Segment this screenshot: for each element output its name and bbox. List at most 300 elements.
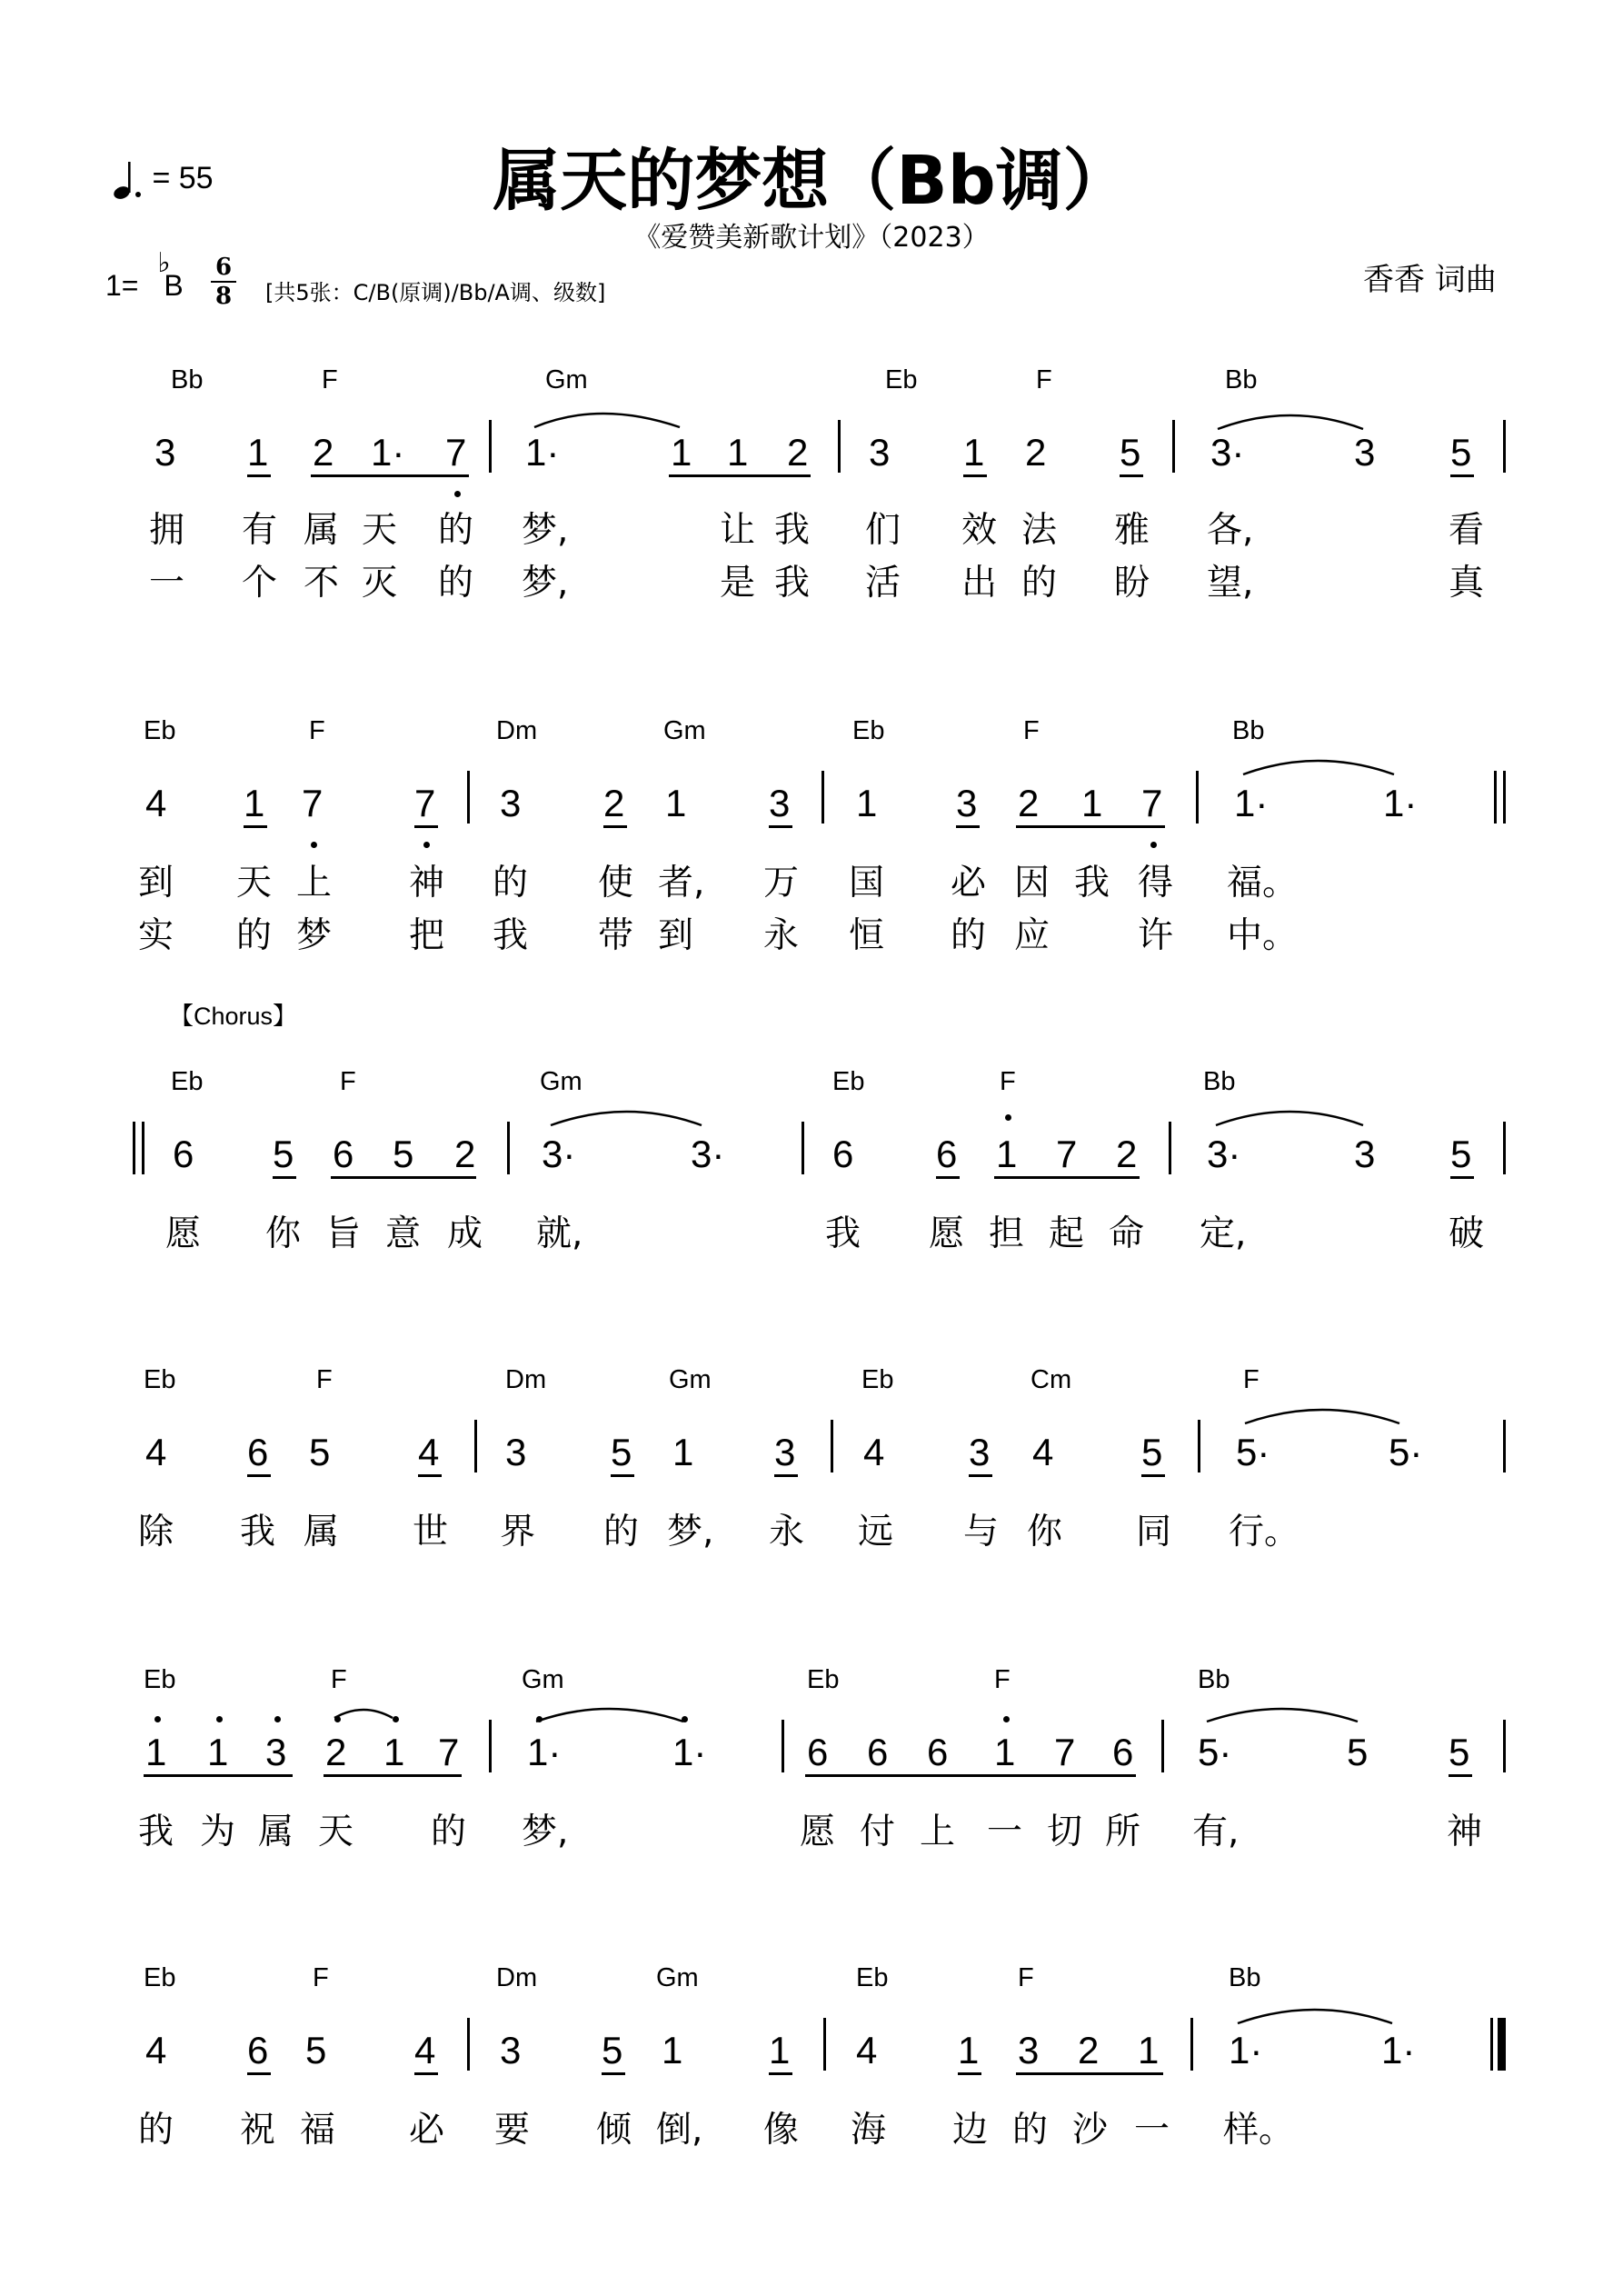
end-barline-thick xyxy=(1498,2018,1506,2071)
chord-symbol: Cm xyxy=(1031,1365,1072,1394)
lyric-char: 我 xyxy=(774,563,811,604)
lyric-char: 出 xyxy=(961,563,998,604)
lyric-char: 命 xyxy=(1109,1213,1145,1254)
lyric-char: 我 xyxy=(240,1512,276,1552)
note-number: 6 xyxy=(247,1431,269,1473)
lyric-char: 法 xyxy=(1021,510,1058,551)
lyric-char: 中。 xyxy=(1227,915,1299,956)
note-number: 7 xyxy=(445,431,467,474)
note-number: 6 xyxy=(173,1133,194,1175)
beam xyxy=(244,825,267,828)
note-number: 3 xyxy=(774,1431,796,1473)
song-title: 属天的梦想（Bb调） xyxy=(493,142,1130,220)
time-signature-bottom: 8 xyxy=(214,283,233,310)
note-number: 2 xyxy=(325,1731,347,1773)
lyric-char: 使 xyxy=(598,863,634,903)
lyric-char: 的 xyxy=(951,915,987,956)
lyric-char: 许 xyxy=(1138,915,1174,956)
lyric-char: 到 xyxy=(138,863,174,903)
lyric-char: 天 xyxy=(362,510,398,551)
beam xyxy=(1141,1474,1165,1477)
barline xyxy=(1196,771,1199,824)
barline xyxy=(489,420,492,473)
lyric-char: 要 xyxy=(494,2110,531,2151)
beam xyxy=(969,1474,992,1477)
lyric-char: 一 xyxy=(1134,2110,1170,2151)
note-number: 6 xyxy=(247,2029,269,2071)
note-number: 7 xyxy=(1054,1731,1076,1773)
note-number: 5 xyxy=(273,1133,294,1175)
note-number: 3 xyxy=(869,431,891,474)
lyric-char: 所 xyxy=(1105,1812,1141,1852)
lyric-char: 的 xyxy=(431,1812,467,1852)
note-number: 1· xyxy=(1381,2029,1416,2071)
lyric-char: 上 xyxy=(920,1812,956,1852)
note-number: 7 xyxy=(414,782,436,824)
note-number: 3· xyxy=(1210,431,1245,474)
beam xyxy=(769,825,792,828)
chord-symbol: F xyxy=(1000,1067,1016,1096)
note-number: 3 xyxy=(1354,1133,1376,1175)
barline xyxy=(802,1122,804,1174)
lyric-char: 各, xyxy=(1207,510,1254,551)
lyric-char: 的 xyxy=(493,863,529,903)
barline xyxy=(1503,1420,1506,1472)
note-number: 4 xyxy=(1032,1431,1054,1473)
lyric-char: 把 xyxy=(409,915,445,956)
note-number: 3 xyxy=(1354,431,1376,474)
note-number: 2 xyxy=(603,782,625,824)
note-number: 3 xyxy=(956,782,978,824)
song-subtitle: 《爱赞美新歌计划》（2023） xyxy=(633,222,990,254)
note-number: 1 xyxy=(672,1431,694,1473)
lyric-char: 梦, xyxy=(522,1812,569,1852)
high-octave-dot xyxy=(274,1716,281,1722)
chord-symbol: F xyxy=(316,1365,333,1394)
note-number: 2 xyxy=(1018,782,1040,824)
note-number: 5 xyxy=(1450,431,1472,474)
lyric-char: 梦, xyxy=(522,563,569,604)
high-octave-dot xyxy=(682,1716,688,1722)
barline xyxy=(467,771,470,824)
lyric-char: 起 xyxy=(1049,1213,1085,1254)
lyric-char: 到 xyxy=(658,915,694,956)
lyric-char: 活 xyxy=(865,563,901,604)
lyric-char: 愿 xyxy=(800,1812,836,1852)
chord-symbol: Gm xyxy=(656,1963,699,1992)
lyric-char: 的 xyxy=(138,2110,174,2151)
note-number: 2 xyxy=(313,431,334,474)
high-octave-dot xyxy=(536,1716,543,1722)
chord-symbol: Bb xyxy=(1203,1067,1236,1096)
lyric-char: 一 xyxy=(987,1812,1023,1852)
tie-8 xyxy=(536,1709,683,1722)
final-barline-thin xyxy=(1494,771,1497,824)
note-number: 1 xyxy=(671,431,692,474)
lyric-char: 永 xyxy=(769,1512,805,1552)
lyric-char: 倒, xyxy=(656,2110,703,2151)
high-octave-dot xyxy=(1003,1716,1010,1722)
note-number: 7 xyxy=(1056,1133,1078,1175)
beam xyxy=(936,1176,960,1179)
note-number: 6 xyxy=(333,1133,354,1175)
lyric-char: 得 xyxy=(1138,863,1174,903)
lyric-char: 你 xyxy=(265,1213,302,1254)
note-number: 1 xyxy=(383,1731,405,1773)
chord-symbol: Bb xyxy=(1232,716,1265,745)
lyric-char: 个 xyxy=(242,563,278,604)
lyric-char: 恒 xyxy=(849,915,885,956)
lyric-char: 拥 xyxy=(149,510,185,551)
lyric-char: 倾 xyxy=(596,2110,632,2151)
barline xyxy=(1161,1720,1164,1772)
barline xyxy=(489,1720,492,1772)
high-octave-dot xyxy=(1005,1114,1011,1121)
final-barline-thin xyxy=(1503,771,1506,824)
note-number: 1· xyxy=(1234,782,1269,824)
beam xyxy=(1016,825,1165,828)
note-number: 4 xyxy=(414,2029,436,2071)
lyric-char: 福。 xyxy=(1227,863,1299,903)
barline xyxy=(1503,1122,1506,1174)
chord-symbol: Bb xyxy=(1225,365,1258,394)
lyric-char: 者, xyxy=(658,863,705,903)
lyric-char: 切 xyxy=(1047,1812,1083,1852)
lyric-char: 边 xyxy=(952,2110,989,2151)
beam xyxy=(774,1474,798,1477)
note-number: 1 xyxy=(856,782,878,824)
time-signature-top: 6 xyxy=(214,254,233,281)
lyric-char: 除 xyxy=(138,1512,174,1552)
note-number: 1· xyxy=(1383,782,1418,824)
lyric-char: 我 xyxy=(138,1812,174,1852)
note-number: 1 xyxy=(1081,782,1103,824)
note-number: 3 xyxy=(769,782,791,824)
lyric-char: 破 xyxy=(1449,1213,1485,1254)
note-number: 1· xyxy=(371,431,405,474)
note-number: 1 xyxy=(145,1731,167,1773)
chord-symbol: F xyxy=(1243,1365,1260,1394)
beam xyxy=(805,1774,1136,1777)
lyric-char: 意 xyxy=(385,1213,422,1254)
note-number: 4 xyxy=(145,2029,167,2071)
lyric-char: 祝 xyxy=(240,2110,276,2151)
lyric-char: 盼 xyxy=(1114,563,1150,604)
beam xyxy=(963,474,987,477)
barline xyxy=(474,1420,477,1472)
note-number: 5 xyxy=(1450,1133,1472,1175)
note-number: 5 xyxy=(305,2029,327,2071)
note-number: 1 xyxy=(244,782,265,824)
note-number: 3 xyxy=(154,431,176,474)
chord-symbol: Dm xyxy=(505,1365,547,1394)
high-octave-dot xyxy=(216,1716,223,1722)
slur-ties xyxy=(334,414,1399,2023)
chord-symbol: F xyxy=(1023,716,1040,745)
note-number: 5 xyxy=(602,2029,623,2071)
chord-symbol: Dm xyxy=(496,1963,538,1992)
note-number: 3 xyxy=(500,782,522,824)
note-number: 2 xyxy=(454,1133,476,1175)
note-number: 1 xyxy=(963,431,985,474)
note-number: 5 xyxy=(611,1431,632,1473)
note-number: 4 xyxy=(145,1431,167,1473)
lyric-char: 必 xyxy=(951,863,987,903)
chord-symbol: Bb xyxy=(1198,1665,1230,1694)
lyric-char: 为 xyxy=(200,1812,236,1852)
note-number: 5· xyxy=(1236,1431,1270,1473)
chord-symbol: Eb xyxy=(144,1365,176,1394)
lyric-char: 属 xyxy=(304,1512,340,1552)
lyric-char: 效 xyxy=(961,510,998,551)
chord-symbol: F xyxy=(1018,1963,1034,1992)
tie-1 xyxy=(534,414,680,427)
note-number: 3 xyxy=(500,2029,522,2071)
beam xyxy=(414,825,438,828)
lyric-char: 梦 xyxy=(296,915,333,956)
barline xyxy=(821,771,824,824)
note-number: 5 xyxy=(1141,1431,1163,1473)
note-number: 3 xyxy=(265,1731,287,1773)
lyric-char: 一 xyxy=(149,563,185,604)
note-number: 7 xyxy=(1141,782,1163,824)
note-number: 1 xyxy=(665,782,687,824)
lyric-char: 愿 xyxy=(929,1213,965,1254)
sheet-info: [共5张：C/B(原调)/Bb/A调、级数] xyxy=(265,280,606,305)
note-number: 6 xyxy=(1112,1731,1134,1773)
note-number: 3 xyxy=(1018,2029,1040,2071)
beam xyxy=(247,1474,271,1477)
chord-symbol: Bb xyxy=(1229,1963,1261,1992)
lyric-char: 沙 xyxy=(1072,2110,1109,2151)
note-number: 1· xyxy=(525,431,560,474)
lyric-char: 同 xyxy=(1136,1512,1172,1552)
chord-symbol: Gm xyxy=(522,1665,564,1694)
note-number: 2 xyxy=(787,431,809,474)
beam xyxy=(414,2072,438,2075)
repeat-barline-thin xyxy=(142,1122,144,1174)
note-number: 1· xyxy=(1229,2029,1263,2071)
lyric-char: 我 xyxy=(825,1213,861,1254)
note-number: 1 xyxy=(996,1133,1018,1175)
chord-symbol: F xyxy=(331,1665,347,1694)
note-number: 5 xyxy=(309,1431,331,1473)
chord-symbol: Gm xyxy=(663,716,706,745)
low-octave-dot xyxy=(1150,842,1157,848)
lyric-char: 看 xyxy=(1449,510,1485,551)
note-number: 1· xyxy=(672,1731,707,1773)
note-number: 1 xyxy=(727,431,749,474)
beam xyxy=(311,474,469,477)
composer: 香香 词曲 xyxy=(1363,262,1497,298)
lyric-char: 有, xyxy=(1192,1812,1240,1852)
high-octave-dot xyxy=(154,1716,161,1722)
lyric-char: 远 xyxy=(858,1512,894,1552)
note-number: 6 xyxy=(867,1731,889,1773)
high-octave-dot xyxy=(393,1716,399,1722)
beam xyxy=(956,825,980,828)
lyric-char: 的 xyxy=(603,1512,640,1552)
chord-symbol: Eb xyxy=(144,1963,176,1992)
note-number: 3 xyxy=(505,1431,527,1473)
chord-symbol: F xyxy=(340,1067,356,1096)
note-number: 2 xyxy=(1025,431,1047,474)
lyric-char: 我 xyxy=(774,510,811,551)
tie-10 xyxy=(1238,2010,1392,2023)
note-number: 6 xyxy=(807,1731,829,1773)
chord-symbol: Gm xyxy=(540,1067,582,1096)
lyric-char: 行。 xyxy=(1229,1512,1300,1552)
lyric-char: 真 xyxy=(1449,563,1485,604)
beam xyxy=(331,1176,476,1179)
note-number: 1 xyxy=(1138,2029,1160,2071)
barline xyxy=(1198,1420,1200,1472)
chord-symbol: Eb xyxy=(885,365,918,394)
note-number: 7 xyxy=(438,1731,460,1773)
barline xyxy=(838,420,841,473)
low-octave-dot xyxy=(454,491,461,497)
tie-9 xyxy=(1207,1709,1358,1722)
lyric-char: 付 xyxy=(860,1812,896,1852)
note-number: 4 xyxy=(856,2029,878,2071)
beam xyxy=(1120,474,1143,477)
chord-symbol: Gm xyxy=(669,1365,712,1394)
lyric-char: 带 xyxy=(598,915,634,956)
note-number: 2 xyxy=(1078,2029,1100,2071)
lyric-char: 你 xyxy=(1027,1512,1063,1552)
note-number: 6 xyxy=(832,1133,854,1175)
note-number: 1 xyxy=(769,2029,791,2071)
lyric-char: 界 xyxy=(500,1512,536,1552)
lyric-char: 神 xyxy=(409,863,445,903)
lyric-char: 有 xyxy=(242,510,278,551)
beam xyxy=(769,2072,792,2075)
chord-symbol: Eb xyxy=(852,716,885,745)
end-barline-thin xyxy=(1490,2018,1493,2071)
lyric-char: 梦, xyxy=(522,510,569,551)
lyric-char: 因 xyxy=(1014,863,1050,903)
chord-symbol: Bb xyxy=(171,365,204,394)
lyric-char: 永 xyxy=(763,915,800,956)
beam xyxy=(1450,1176,1474,1179)
beam xyxy=(1450,474,1474,477)
beam xyxy=(247,2072,271,2075)
barline xyxy=(823,2018,826,2071)
chord-symbol: Gm xyxy=(545,365,588,394)
barline xyxy=(831,1420,833,1472)
key-prefix: 1= xyxy=(105,269,139,302)
key-letter: B xyxy=(164,269,184,302)
barline xyxy=(1169,1122,1171,1174)
chord-symbol: F xyxy=(322,365,338,394)
note-number: 1· xyxy=(527,1731,562,1773)
note-number: 1 xyxy=(958,2029,980,2071)
note-number: 5· xyxy=(1198,1731,1232,1773)
note-number: 3· xyxy=(691,1133,725,1175)
section-label-chorus: 【Chorus】 xyxy=(169,1003,298,1030)
barline xyxy=(507,1122,510,1174)
lyric-char: 我 xyxy=(493,915,529,956)
beam xyxy=(611,1474,634,1477)
tie-7 xyxy=(334,1710,393,1718)
chord-symbol: Eb xyxy=(171,1067,204,1096)
lyric-char: 的 xyxy=(1021,563,1058,604)
chord-symbol: F xyxy=(1036,365,1052,394)
note-number: 4 xyxy=(418,1431,440,1473)
beam xyxy=(324,1774,462,1777)
note-number: 1 xyxy=(662,2029,683,2071)
barline xyxy=(782,1720,784,1772)
tempo-value: = 55 xyxy=(152,160,214,195)
chord-symbol: F xyxy=(309,716,325,745)
note-number: 4 xyxy=(863,1431,885,1473)
tie-2 xyxy=(1218,415,1363,429)
barline xyxy=(1172,420,1175,473)
beam xyxy=(669,474,811,477)
lyric-char: 像 xyxy=(763,2110,800,2151)
note-number: 5· xyxy=(1389,1431,1423,1473)
note-number: 3· xyxy=(1207,1133,1241,1175)
lyric-char: 旨 xyxy=(325,1213,362,1254)
note-number: 4 xyxy=(145,782,167,824)
chord-symbol: Eb xyxy=(861,1365,894,1394)
beam xyxy=(1016,2072,1163,2075)
note-number: 5 xyxy=(393,1133,414,1175)
lyric-char: 世 xyxy=(413,1512,449,1552)
lyric-char: 神 xyxy=(1447,1812,1483,1852)
low-octave-dot xyxy=(311,842,317,848)
lyric-char: 雅 xyxy=(1114,510,1150,551)
note-number: 1 xyxy=(247,431,269,474)
chord-symbol: Eb xyxy=(832,1067,865,1096)
lyric-char: 梦, xyxy=(667,1512,714,1552)
lyric-char: 属 xyxy=(304,510,340,551)
note-number: 6 xyxy=(936,1133,958,1175)
lyric-char: 实 xyxy=(138,915,174,956)
lyric-char: 的 xyxy=(438,563,474,604)
beam xyxy=(144,1774,293,1777)
note-number: 7 xyxy=(302,782,324,824)
lyric-char: 国 xyxy=(849,863,885,903)
tie-3 xyxy=(1243,761,1394,774)
lyric-char: 福 xyxy=(300,2110,336,2151)
note-number: 6 xyxy=(927,1731,949,1773)
tie-5 xyxy=(1216,1112,1363,1125)
note-number: 5 xyxy=(1120,431,1141,474)
high-octave-dot xyxy=(334,1716,341,1722)
lyric-char: 是 xyxy=(720,563,756,604)
beam xyxy=(603,825,627,828)
barline xyxy=(1503,1720,1506,1772)
beam xyxy=(958,2072,981,2075)
chord-symbol: Eb xyxy=(856,1963,889,1992)
chord-symbol: Eb xyxy=(144,1665,176,1694)
key-flat-icon: ♭ xyxy=(157,247,171,279)
lyric-char: 天 xyxy=(318,1812,354,1852)
low-octave-dot xyxy=(423,842,430,848)
lyric-char: 定, xyxy=(1200,1213,1247,1254)
note-number: 3 xyxy=(969,1431,991,1473)
lyric-char: 的 xyxy=(236,915,273,956)
beam xyxy=(418,1474,442,1477)
lyric-char: 与 xyxy=(963,1512,1000,1552)
lyric-char: 的 xyxy=(438,510,474,551)
note-number: 1 xyxy=(994,1731,1016,1773)
tie-4 xyxy=(551,1112,702,1125)
tie-6 xyxy=(1245,1410,1399,1423)
lyric-char: 担 xyxy=(989,1213,1025,1254)
beam xyxy=(602,2072,625,2075)
